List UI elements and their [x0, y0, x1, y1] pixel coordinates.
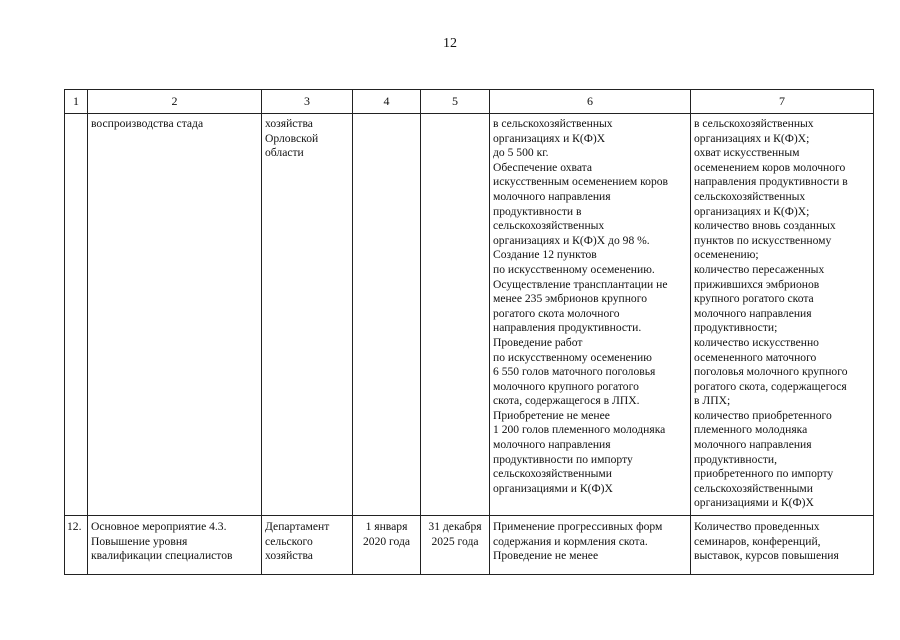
cell-text-line: сельскохозяйственными	[493, 467, 612, 481]
cell-text-line: количество приобретенного	[694, 408, 832, 422]
cell-text-line: молочного направления	[493, 189, 611, 203]
cell-text-line: семинаров, конференций,	[694, 534, 821, 548]
cell-text-line: Создание 12 пунктов	[493, 248, 597, 262]
cell-number: 12.	[65, 516, 88, 575]
cell-text-line: организациями и К(Ф)Х	[694, 496, 814, 510]
cell-text-line: Количество проведенных	[694, 520, 820, 534]
cell-text-line: молочного направления	[694, 438, 812, 452]
cell-text-line: молочного крупного рогатого	[493, 379, 639, 393]
cell-text-line: направления продуктивности в	[694, 175, 848, 189]
cell-text-line: Приобретение не менее	[493, 408, 610, 422]
cell-text-line: до 5 500 кг.	[493, 146, 549, 160]
cell-text-line: 1 200 голов племенного молодняка	[493, 423, 666, 437]
cell-text-line: крупного рогатого скота	[694, 292, 814, 306]
header-col-7: 7	[691, 90, 874, 114]
header-col-4: 4	[353, 90, 421, 114]
cell-text-line: количество вновь созданных	[694, 219, 836, 233]
cell-text-line: 31 декабря	[428, 520, 482, 534]
cell-text-line: хозяйства	[265, 117, 313, 130]
cell-activity	[88, 516, 262, 575]
cell-text-line: количество пересаженных	[694, 262, 825, 276]
cell-text-line: Орловской	[265, 131, 319, 145]
table-row-continued	[65, 114, 874, 516]
cell-text-line: воспроизводства стада	[91, 117, 204, 130]
cell-indicator	[691, 114, 874, 516]
cell-activity	[88, 114, 262, 516]
cell-text-line: в сельскохозяйственных	[694, 117, 814, 130]
cell-text-line: Повышение уровня	[91, 534, 188, 548]
cell-text-line: пунктов по искусственному	[694, 233, 832, 247]
cell-text-line: охват искусственным	[694, 146, 800, 160]
cell-number	[65, 114, 88, 516]
cell-text-line: количество искусственно	[694, 335, 819, 349]
header-col-2: 2	[88, 90, 262, 114]
cell-text-line: организациях и К(Ф)Х;	[694, 204, 810, 218]
cell-text-line: скота, содержащегося в ЛПХ.	[493, 394, 640, 408]
table-row-12	[65, 516, 874, 575]
cell-text-line: Проведение не менее	[493, 549, 599, 563]
cell-text-line: содержания и кормления скота.	[493, 534, 648, 548]
cell-text-line: в сельскохозяйственных	[493, 117, 613, 130]
cell-text-line: продуктивности;	[694, 321, 778, 335]
cell-text-line: осемененного маточного	[694, 350, 817, 364]
cell-text-line: в ЛПХ;	[694, 394, 731, 408]
cell-text-line: приобретенного по импорту	[694, 467, 834, 481]
cell-text-line: рогатого скота, содержащегося	[694, 379, 847, 393]
cell-text-line: продуктивности,	[694, 452, 777, 466]
header-col-5: 5	[421, 90, 490, 114]
cell-expected-result	[490, 114, 691, 516]
cell-text-line: продуктивности по импорту	[493, 452, 633, 466]
cell-text-line: области	[265, 146, 304, 160]
cell-text-line: 6 550 голов маточного поголовья	[493, 365, 656, 379]
cell-text-line: 1 января	[365, 520, 408, 534]
cell-text-line: поголовья молочного крупного	[694, 365, 848, 379]
header-col-3: 3	[262, 90, 353, 114]
header-col-6: 6	[490, 90, 691, 114]
cell-text-line: осеменению;	[694, 248, 759, 262]
cell-text-line: 2020 года	[362, 534, 411, 548]
header-col-1: 1	[65, 90, 88, 114]
cell-text-line: направления продуктивности.	[493, 321, 642, 335]
cell-text-line: организациях и К(Ф)Х до 98 %.	[493, 233, 650, 247]
cell-executor	[262, 516, 353, 575]
cell-text-line: продуктивности в	[493, 204, 582, 218]
cell-text-line: организациях и К(Ф)Х	[493, 131, 606, 145]
cell-text-line: сельскохозяйственными	[694, 481, 813, 495]
program-table	[64, 89, 874, 575]
cell-text-line: сельского	[265, 534, 313, 548]
cell-text-line: выставок, курсов повышения	[694, 549, 839, 563]
cell-text-line: рогатого скота молочного	[493, 306, 620, 320]
cell-expected-result	[490, 516, 691, 575]
cell-text-line: Обеспечение охвата	[493, 160, 593, 174]
cell-text-line: по искусственному осеменению.	[493, 262, 655, 276]
cell-text-line: осеменением коров молочного	[694, 160, 846, 174]
page-number: 12	[443, 36, 457, 51]
cell-text-line: сельскохозяйственных	[694, 189, 806, 203]
cell-text-line: Применение прогрессивных форм	[493, 520, 663, 534]
cell-text-line: Департамент	[265, 520, 330, 534]
cell-executor	[262, 114, 353, 516]
cell-indicator	[691, 516, 874, 575]
cell-text-line: молочного направления	[694, 306, 812, 320]
cell-text-line: сельскохозяйственных	[493, 219, 605, 233]
cell-start-date	[353, 114, 421, 516]
cell-text-line: Осуществление трансплантации не	[493, 277, 668, 291]
cell-text-line: Проведение работ	[493, 335, 583, 349]
cell-end-date	[421, 114, 490, 516]
cell-text-line: Основное мероприятие 4.3.	[91, 520, 227, 534]
cell-end-date	[421, 516, 490, 575]
cell-text-line: менее 235 эмбрионов крупного	[493, 292, 647, 306]
cell-text-line: 2025 года	[431, 534, 479, 548]
cell-text-line: организациями и К(Ф)Х	[493, 481, 613, 495]
header-row	[65, 90, 874, 114]
cell-text-line: организациях и К(Ф)Х;	[694, 131, 810, 145]
cell-text-line: по искусственному осеменению	[493, 350, 652, 364]
cell-text-line: прижившихся эмбрионов	[694, 277, 820, 291]
cell-text-line: искусственным осеменением коров	[493, 175, 669, 189]
cell-start-date	[353, 516, 421, 575]
cell-text-line: племенного молодняка	[694, 423, 808, 437]
cell-text-line: молочного направления	[493, 438, 611, 452]
cell-text-line: квалификации специалистов	[91, 549, 233, 563]
cell-text-line: хозяйства	[265, 549, 313, 563]
